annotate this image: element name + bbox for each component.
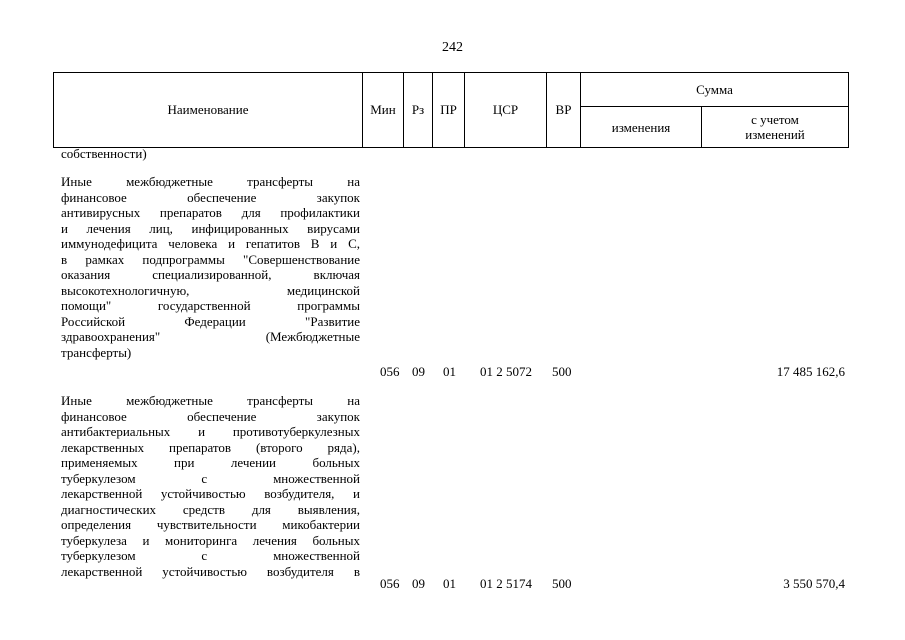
header-csr: ЦСР: [464, 73, 546, 147]
row-1-line: антивирусных препаратов для профилактики: [61, 205, 360, 220]
row-1-sum-total: 17 485 162,6: [776, 364, 845, 379]
row-2-line: применяемых при лечении больных: [61, 455, 360, 470]
header-vr: ВР: [546, 73, 580, 147]
row-2-line: антибактериальных и противотуберкулезных: [61, 424, 360, 439]
row-2-line: туберкулезом с множественной: [61, 548, 360, 563]
row-2-line: Иные межбюджетные трансферты на: [61, 393, 360, 408]
row-1-line: в рамках подпрограммы "Совершенствование: [61, 251, 360, 267]
header-min: Мин: [362, 73, 403, 147]
header-rz: Рз: [403, 73, 432, 147]
row-1-line: Иные межбюджетные трансферты на: [61, 174, 360, 189]
row-1-line: здравоохранения" (Межбюджетные: [61, 329, 360, 344]
header-name: Наименование: [53, 73, 362, 147]
row-2-csr: 01 2 5174: [480, 576, 532, 591]
row-1-csr: 01 2 5072: [480, 364, 532, 379]
table-header: [53, 72, 849, 148]
row-2-line: лекарственной устойчивостью возбудителя в: [61, 563, 360, 579]
header-pr: ПР: [432, 73, 464, 147]
row-1-min: 056: [380, 364, 400, 379]
row-1-line: трансферты): [61, 344, 132, 360]
row-2-line: определения чувствительности микобактерии: [61, 517, 360, 532]
row-1-line: высокотехнологичную, медицинской: [61, 282, 360, 298]
row-2-line: туберкулезом с множественной: [61, 470, 360, 486]
continuation-text: собственности): [61, 146, 147, 161]
row-1-line: Российской Федерации "Развитие: [61, 313, 360, 329]
row-1-name: [61, 174, 360, 360]
row-2-line: диагностических средств для выявления,: [61, 501, 360, 517]
row-2-line: туберкулеза и мониторинга лечения больных: [61, 532, 360, 548]
header-with-change: с учетом изменений: [701, 107, 849, 147]
row-1-line: иммунодефицита человека и гепатитов В и С,: [61, 236, 360, 251]
row-1-pr: 01: [443, 364, 456, 379]
header-sum: Сумма: [580, 73, 849, 107]
row-2-line: лекарственной устойчивостью возбудителя, и: [61, 486, 360, 501]
row-2-pr: 01: [443, 576, 456, 591]
row-2-vr: 500: [552, 576, 572, 591]
row-1-line: финансовое обеспечение закупок: [61, 189, 360, 205]
header-change: изменения: [580, 107, 701, 147]
row-2-min: 056: [380, 576, 400, 591]
row-2-sum-total: 3 550 570,4: [783, 576, 845, 591]
row-1-line: и лечения лиц, инфицированных вирусами: [61, 220, 360, 236]
row-2-name: [61, 393, 360, 579]
row-2-line: финансовое обеспечение закупок: [61, 408, 360, 424]
row-2-rz: 09: [412, 576, 425, 591]
row-1-vr: 500: [552, 364, 572, 379]
page-number: 242: [442, 40, 463, 55]
row-1-line: оказания специализированной, включая: [61, 267, 360, 282]
row-1-rz: 09: [412, 364, 425, 379]
row-2-line: лекарственных препаратов (второго ряда),: [61, 439, 360, 455]
row-1-line: помощи" государственной программы: [61, 298, 360, 313]
